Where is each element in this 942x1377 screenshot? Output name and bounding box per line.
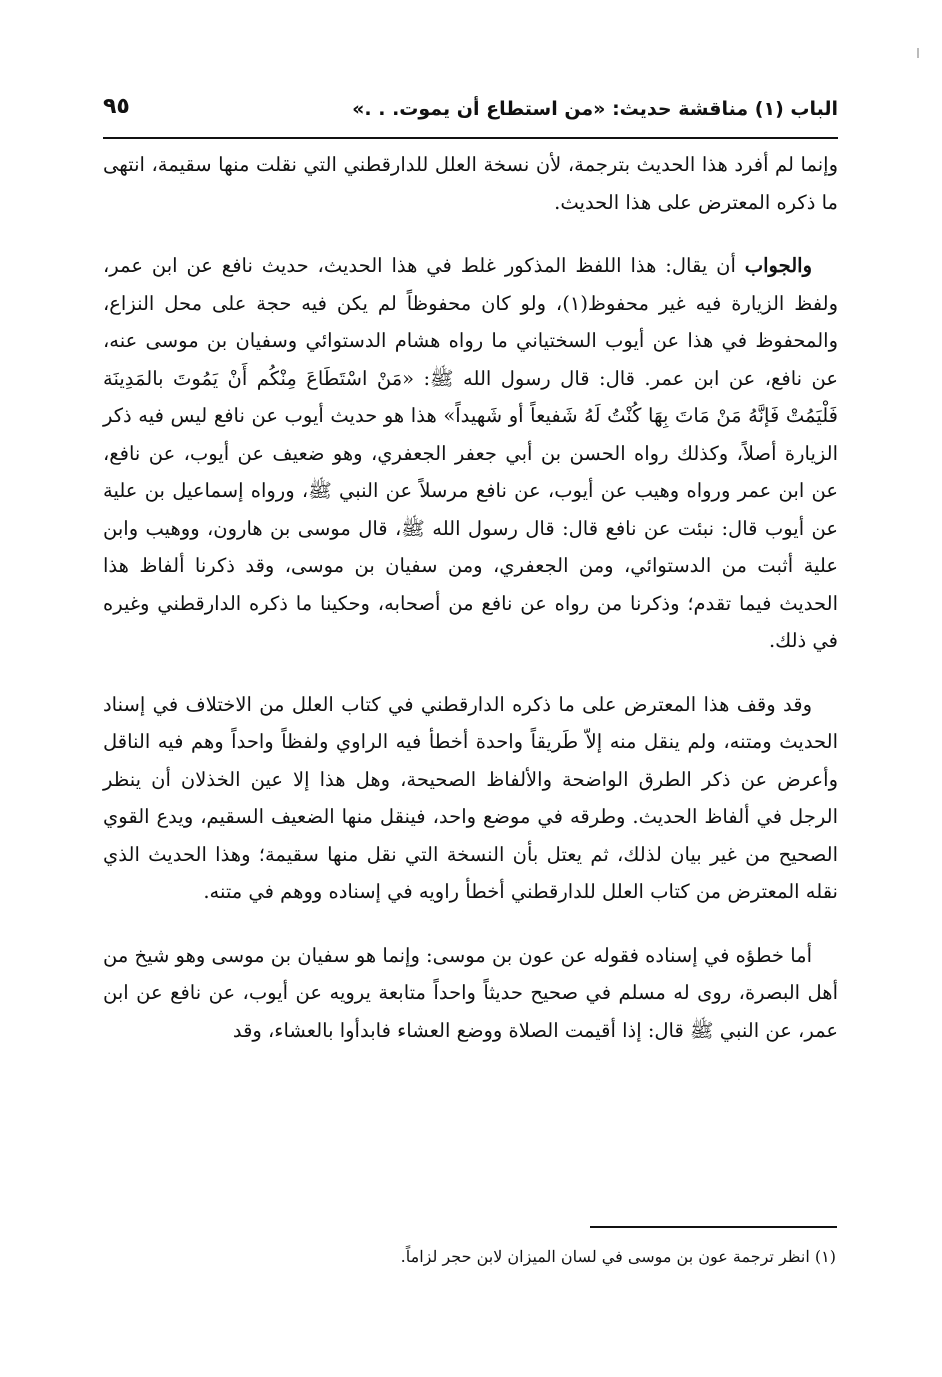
running-header xyxy=(103,92,838,136)
paragraph-4-text: أما خطؤه في إسناده فقوله عن عون بن موسى: وإنما هو سفيان بن موسى وهو شيخ من أهل البصرة، روى له مسلم في صحيح حديثاً واحداً متابعة يرويه عن أيوب، عن نافع عن ابن عمر، عن النبي ﷺ قال: إذا أقيمت الصلاة ووضع العشاء فابدأوا بالعشاء، وقد xyxy=(103,943,838,1042)
scan-mark xyxy=(917,48,919,58)
paragraph-1-text: وإنما لم أفرد هذا الحديث بترجمة، لأن نسخة العلل للدارقطني التي نقلت منها سقيمة، انتهى ما ذكره المعترض على هذا الحديث. xyxy=(103,153,838,214)
header-rule xyxy=(103,137,838,139)
footnote xyxy=(103,1243,836,1271)
paragraph-4 xyxy=(103,937,838,1050)
body-text xyxy=(103,146,838,1049)
paragraph-2-lead: والجواب xyxy=(744,254,812,277)
paragraph-1 xyxy=(103,146,838,221)
paragraph-2 xyxy=(103,247,838,660)
page-number: ٩٥ xyxy=(103,94,130,119)
footnote-text: (١) انظر ترجمة عون بن موسى في لسان الميزان لابن حجر لزاماً. xyxy=(400,1247,836,1266)
paragraph-3 xyxy=(103,686,838,911)
footnote-rule xyxy=(590,1226,837,1228)
paragraph-3-text: وقد وقف هذا المعترض على ما ذكره الدارقطني في كتاب العلل من الاختلاف في إسناد الحديث ومتنه، ولم ينقل منه إلاّ طَريقاً واحدة أخطأ فيه الراوي ولفظاً واحداً وهم فيه الناقل وأعرض عن ذكر الطرق الواضحة والألفاظ الصحيحة، وهل هذا إلا عين الخذلان أن ينظر الرجل في ألفاظ الحديث. وطرقه في موضع واحد، فينقل منها الضعيف السقيم، ويدع القوي الصحيح من غير بيان لذلك، ثم يعتل بأن النسخة التي نقل منها سقيمة؛ وهذا الحديث الذي نقله المعترض من كتاب العلل للدارقطني أخطأ راويه في إسناده ووهم في متنه. xyxy=(103,692,838,903)
header-title: الباب (١) مناقشة حديث: «من استطاع أن يموت. . .» xyxy=(352,98,838,120)
paragraph-2-text: أن يقال: هذا اللفظ المذكور غلط في هذا الحديث، حديث نافع عن ابن عمر، ولفظ الزيارة فيه غير محفوظ(١)، ولو كان محفوظاً لم يكن فيه حجة على محل النزاع، والمحفوظ في هذا عن أيوب السختياني ما رواه هشام الدستوائي وسفيان بن موسى عنه، عن نافع، عن ابن عمر. قال: قال رسول الله ﷺ: «مَنْ اسْتَطَاعَ مِنْكُم أَنْ يَمُوتَ بالمَدِينَة فَلْيَمُتْ فَإنَّهُ مَنْ مَاتَ بِهَا كُنْتُ لَهُ شَفيعاً أو شَهيداً» هذا هو حديث أيوب عن نافع ليس فيه ذكر الزيارة أصلاً، وكذلك رواه الحسن بن أبي جعفر الجعفري، وهو ضعيف عن أيوب، عن نافع، عن ابن عمر ورواه وهيب عن أيوب، عن نافع مرسلاً عن النبي ﷺ، ورواه إسماعيل بن علية عن أيوب قال: نبئت عن نافع قال: قال رسول الله ﷺ، قال موسى بن هارون، ووهيب وابن علية أثبت من الدستوائي، ومن الجعفري، ومن سفيان بن موسى، وقد ذكرنا ألفاظ هذا الحديث فيما تقدم؛ وذكرنا من رواه عن نافع من أصحابه، وحكينا ما ذكره الدارقطني وغيره في ذلك. xyxy=(103,254,838,652)
